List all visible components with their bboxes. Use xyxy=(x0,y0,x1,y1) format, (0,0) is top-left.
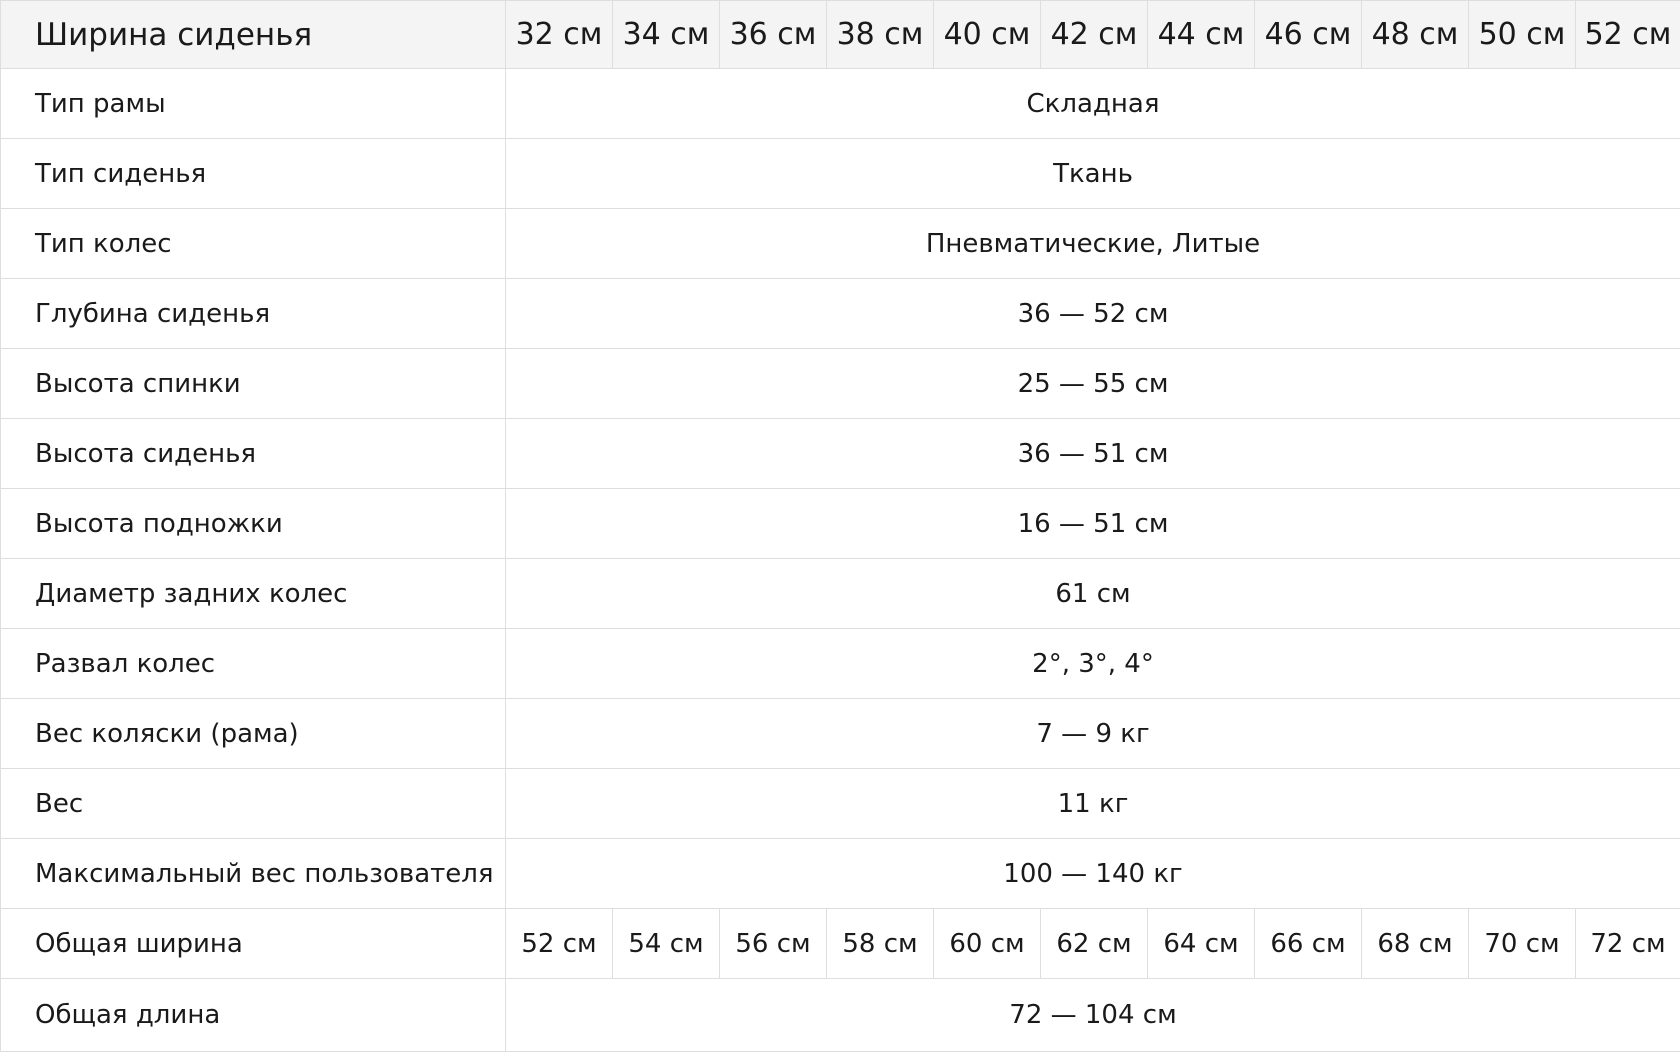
overall-width-cell: 54 см xyxy=(613,909,720,979)
overall-width-cell: 72 см xyxy=(1576,909,1680,979)
spec-row-value: Ткань xyxy=(506,139,1680,209)
header-size-cell: 44 см xyxy=(1148,1,1255,69)
spec-row-label: Высота спинки xyxy=(1,349,506,419)
spec-row-value: 11 кг xyxy=(506,769,1680,839)
spec-row-label: Высота подножки xyxy=(1,489,506,559)
header-row xyxy=(1,1,1680,69)
spec-row-label: Развал колес xyxy=(1,629,506,699)
spec-row-value: 36 — 51 см xyxy=(506,419,1680,489)
spec-row-label: Глубина сиденья xyxy=(1,279,506,349)
spec-row-label: Диаметр задних колес xyxy=(1,559,506,629)
overall-width-cell: 52 см xyxy=(506,909,613,979)
header-size-cell: 40 см xyxy=(934,1,1041,69)
overall-length-label: Общая длина xyxy=(1,979,506,1052)
spec-row-label: Высота сиденья xyxy=(1,419,506,489)
overall-width-cell: 70 см xyxy=(1469,909,1576,979)
spec-row-value: 36 — 52 см xyxy=(506,279,1680,349)
spec-row xyxy=(1,69,1680,139)
header-size-cell: 34 см xyxy=(613,1,720,69)
overall-width-cell: 62 см xyxy=(1041,909,1148,979)
overall-width-cell: 64 см xyxy=(1148,909,1255,979)
overall-width-cell: 56 см xyxy=(720,909,827,979)
spec-row xyxy=(1,839,1680,909)
overall-length-value: 72 — 104 см xyxy=(506,979,1680,1052)
spec-row xyxy=(1,349,1680,419)
overall-width-cell: 60 см xyxy=(934,909,1041,979)
overall-width-cell: 66 см xyxy=(1255,909,1362,979)
spec-row-label: Вес коляски (рама) xyxy=(1,699,506,769)
spec-table-body xyxy=(1,1,1680,1052)
spec-row xyxy=(1,489,1680,559)
spec-row-label: Вес xyxy=(1,769,506,839)
spec-row-value: 2°, 3°, 4° xyxy=(506,629,1680,699)
spec-row xyxy=(1,699,1680,769)
spec-row-value: Складная xyxy=(506,69,1680,139)
spec-row-value: 7 — 9 кг xyxy=(506,699,1680,769)
header-size-cell: 52 см xyxy=(1576,1,1680,69)
header-size-cell: 50 см xyxy=(1469,1,1576,69)
header-size-cell: 46 см xyxy=(1255,1,1362,69)
spec-row-label: Тип рамы xyxy=(1,69,506,139)
overall-width-label: Общая ширина xyxy=(1,909,506,979)
overall-width-cell: 68 см xyxy=(1362,909,1469,979)
spec-row xyxy=(1,559,1680,629)
overall-length-row xyxy=(1,979,1680,1052)
spec-row xyxy=(1,139,1680,209)
header-size-cell: 48 см xyxy=(1362,1,1469,69)
spec-row xyxy=(1,629,1680,699)
header-size-cell: 32 см xyxy=(506,1,613,69)
spec-row-value: 25 — 55 см xyxy=(506,349,1680,419)
header-size-cell: 36 см xyxy=(720,1,827,69)
spec-row xyxy=(1,279,1680,349)
spec-row-label: Максимальный вес пользователя xyxy=(1,839,506,909)
spec-row xyxy=(1,209,1680,279)
spec-row-label: Тип колес xyxy=(1,209,506,279)
spec-row xyxy=(1,419,1680,489)
spec-row-value: 16 — 51 см xyxy=(506,489,1680,559)
overall-width-row xyxy=(1,909,1680,979)
spec-row-value: Пневматические, Литые xyxy=(506,209,1680,279)
spec-row-label: Тип сиденья xyxy=(1,139,506,209)
overall-width-cell: 58 см xyxy=(827,909,934,979)
header-size-cell: 42 см xyxy=(1041,1,1148,69)
header-label: Ширина сиденья xyxy=(1,1,506,69)
spec-row xyxy=(1,769,1680,839)
spec-row-value: 100 — 140 кг xyxy=(506,839,1680,909)
spec-row-value: 61 см xyxy=(506,559,1680,629)
header-size-cell: 38 см xyxy=(827,1,934,69)
